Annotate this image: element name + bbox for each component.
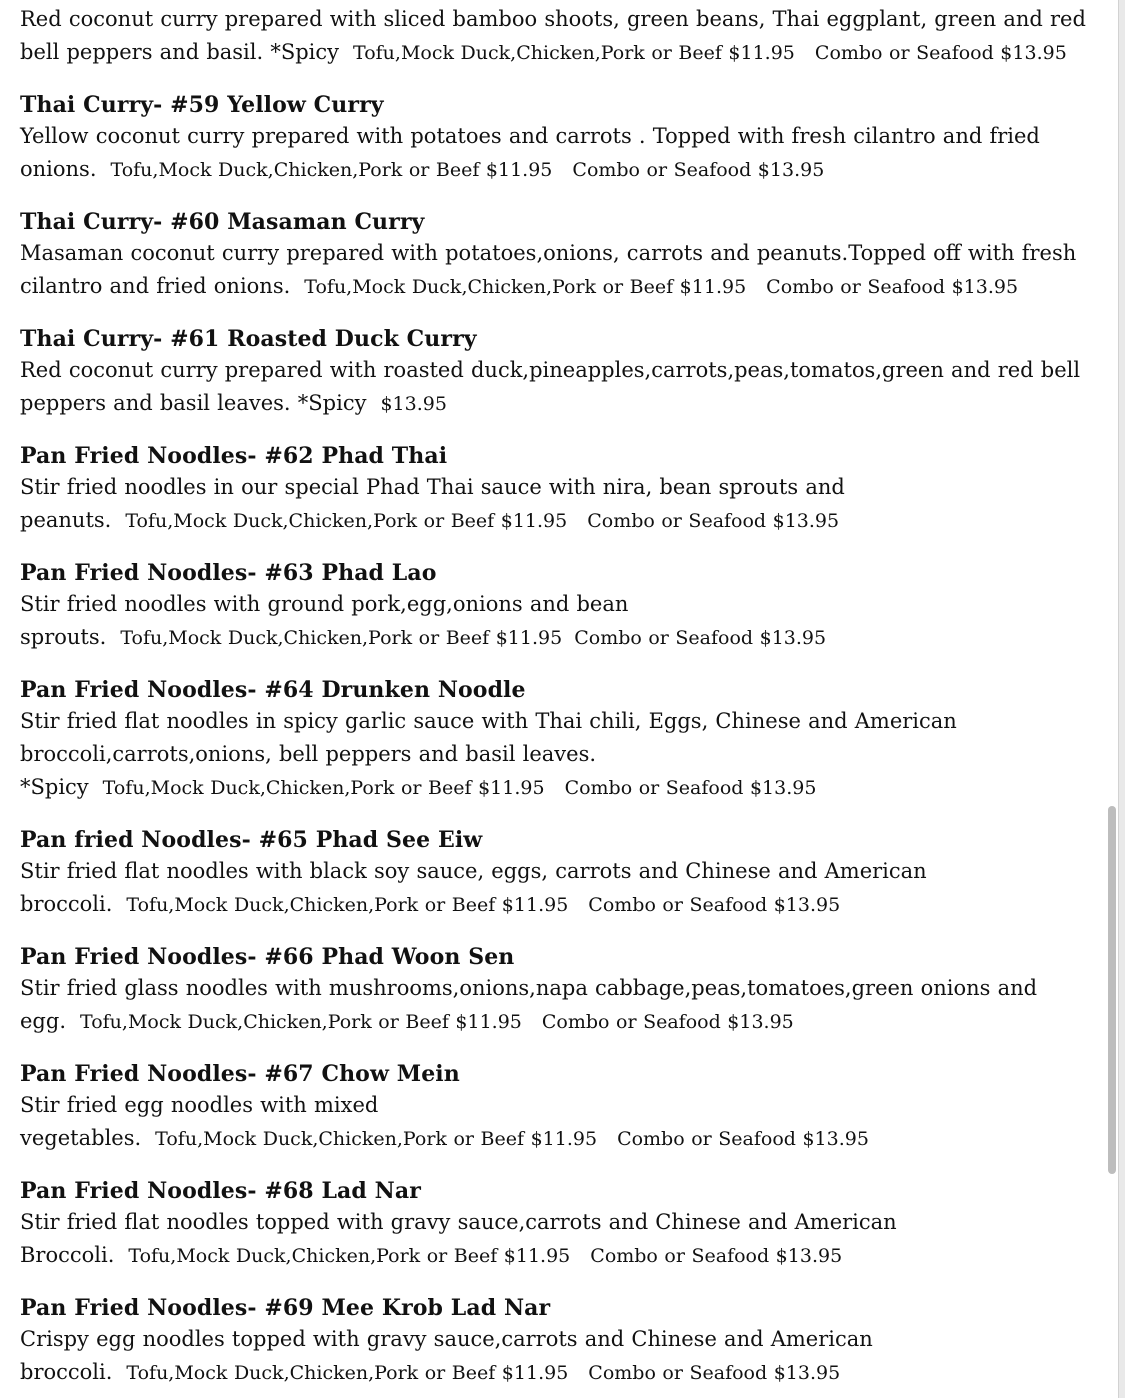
item-price-regular: Tofu,Mock Duck,Chicken,Pork or Beef $11.95 — [353, 42, 795, 64]
item-price-regular: Tofu,Mock Duck,Chicken,Pork or Beef $11.95 — [126, 1362, 569, 1384]
item-price-combo: Combo or Seafood $13.95 — [574, 627, 827, 649]
item-price-combo: Combo or Seafood $13.95 — [572, 159, 825, 181]
item-title: Pan fried Noodles- #65 Phad See Eiw — [20, 827, 483, 853]
item-description: Yellow coconut curry prepared with potatoes and carrots . Topped with fresh cilantro and fried onions. — [20, 124, 1040, 181]
item-price-regular: Tofu,Mock Duck,Chicken,Pork or Beef $11.95 — [80, 1011, 522, 1033]
item-price-regular: Tofu,Mock Duck,Chicken,Pork or Beef $11.95 — [128, 1245, 571, 1267]
item-price-regular: $13.95 — [380, 393, 447, 415]
menu-item-64 — [20, 675, 1114, 805]
menu-item-red-curry — [20, 3, 1114, 70]
item-description-line — [20, 588, 1114, 655]
menu-item-62 — [20, 441, 1114, 538]
item-title: Pan Fried Noodles- #69 Mee Krob Lad Nar — [20, 1295, 551, 1321]
item-price-combo: Combo or Seafood $13.95 — [588, 894, 841, 916]
item-description-line — [20, 3, 1114, 70]
item-description: Red coconut curry prepared with sliced bamboo shoots, green beans, Thai eggplant, green and red bell peppers and basil. *Spicy — [20, 7, 1086, 64]
item-description-line — [20, 1089, 1114, 1156]
item-price-regular: Tofu,Mock Duck,Chicken,Pork or Beef $11.95 — [110, 159, 553, 181]
item-description: Stir fried noodles in our special Phad Thai sauce with nira, bean sprouts and peanuts. — [20, 475, 845, 532]
item-title: Pan Fried Noodles- #66 Phad Woon Sen — [20, 944, 515, 970]
item-title: Pan Fried Noodles- #64 Drunken Noodle — [20, 677, 526, 703]
item-title: Thai Curry- #61 Roasted Duck Curry — [20, 326, 477, 352]
item-description: Stir fried glass noodles with mushrooms,onions,napa cabbage,peas,tomatoes,green onions and egg. — [20, 976, 1038, 1033]
item-description: Stir fried flat noodles topped with gravy sauce,carrots and Chinese and American Broccoli. — [20, 1210, 897, 1267]
item-title: Pan Fried Noodles- #63 Phad Lao — [20, 560, 437, 586]
item-description-line — [20, 1206, 1114, 1273]
item-description: Masaman coconut curry prepared with potatoes,onions, carrots and peanuts.Topped off with fresh cilantro and fried onions. — [20, 241, 1077, 298]
item-price-combo: Combo or Seafood $13.95 — [588, 1362, 841, 1384]
menu-item-65 — [20, 825, 1114, 922]
item-title: Thai Curry- #60 Masaman Curry — [20, 209, 425, 235]
item-price-combo: Combo or Seafood $13.95 — [541, 1011, 794, 1033]
item-description-line — [20, 120, 1114, 187]
item-title: Pan Fried Noodles- #62 Phad Thai — [20, 443, 448, 469]
item-title: Pan Fried Noodles- #68 Lad Nar — [20, 1178, 421, 1204]
item-description-line — [20, 237, 1114, 304]
item-price-combo: Combo or Seafood $13.95 — [766, 276, 1019, 298]
menu-item-66 — [20, 942, 1114, 1039]
item-description-line — [20, 855, 1114, 922]
menu-item-67 — [20, 1059, 1114, 1156]
item-price-regular: Tofu,Mock Duck,Chicken,Pork or Beef $11.95 — [304, 276, 747, 298]
item-price-combo: Combo or Seafood $13.95 — [617, 1128, 869, 1150]
item-description-line — [20, 972, 1114, 1039]
item-title: Pan Fried Noodles- #67 Chow Mein — [20, 1061, 460, 1087]
item-price-regular: Tofu,Mock Duck,Chicken,Pork or Beef $11.95 — [125, 510, 568, 532]
menu-item-68 — [20, 1176, 1114, 1273]
menu-item-69 — [20, 1293, 1114, 1390]
item-price-regular: Tofu,Mock Duck,Chicken,Pork or Beef $11.95 — [102, 777, 545, 799]
item-description: Red coconut curry prepared with roasted duck,pineapples,carrots,peas,tomatos,green and red bell peppers and basil leaves. *Spicy — [20, 358, 1081, 415]
menu-item-60 — [20, 207, 1114, 304]
item-description: Stir fried flat noodles in spicy garlic sauce with Thai chili, Eggs, Chinese and American broccoli,carrots,onions, bell peppers and basil leaves. *Spicy — [20, 709, 957, 799]
item-description: Stir fried noodles with ground pork,egg,onions and bean sprouts. — [20, 592, 629, 649]
item-description-line — [20, 471, 1114, 538]
item-description: Stir fried egg noodles with mixed vegetables. — [20, 1093, 379, 1150]
item-description: Crispy egg noodles topped with gravy sauce,carrots and Chinese and American broccoli. — [20, 1327, 873, 1384]
item-description-line — [20, 354, 1114, 421]
item-description: Stir fried flat noodles with black soy sauce, eggs, carrots and Chinese and American broccoli. — [20, 859, 927, 916]
item-title: Thai Curry- #59 Yellow Curry — [20, 92, 384, 118]
item-price-regular: Tofu,Mock Duck,Chicken,Pork or Beef $11.95 — [120, 627, 563, 649]
item-price-combo: Combo or Seafood $13.95 — [590, 1245, 843, 1267]
item-price-combo: Combo or Seafood $13.95 — [814, 42, 1067, 64]
item-price-regular: Tofu,Mock Duck,Chicken,Pork or Beef $11.95 — [155, 1128, 598, 1150]
item-description-line — [20, 1323, 1114, 1390]
menu-item-59 — [20, 90, 1114, 187]
item-price-combo: Combo or Seafood $13.95 — [587, 510, 840, 532]
item-price-combo: Combo or Seafood $13.95 — [564, 777, 817, 799]
right-edge-divider — [1118, 0, 1125, 1398]
scrollbar-thumb[interactable] — [1108, 806, 1116, 1174]
item-description-line — [20, 705, 1114, 805]
menu-item-61 — [20, 324, 1114, 421]
item-price-regular: Tofu,Mock Duck,Chicken,Pork or Beef $11.95 — [126, 894, 569, 916]
menu-item-63 — [20, 558, 1114, 655]
menu-list — [20, 3, 1114, 1398]
